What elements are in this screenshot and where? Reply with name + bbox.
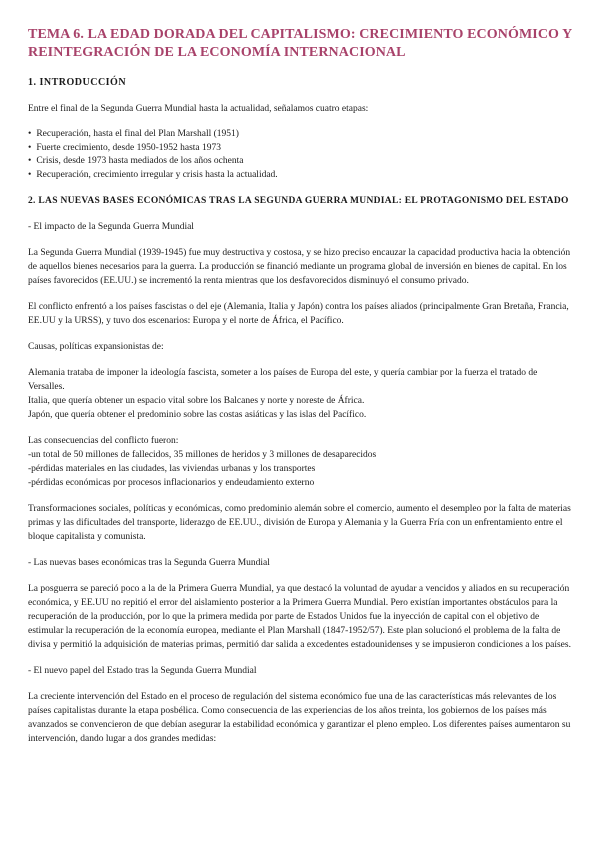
paragraph: La Segunda Guerra Mundial (1939-1945) fue muy destructiva y costosa, y se hizo preciso encauzar la capacidad productiva hacia la obtención de aquellos bienes necesarios para la guerra. La producción se financió mediante un programa global de inversión en bienes de capital. En los países favorecidos (EE.UU.) se incrementó la renta mientras que los desfavorecidos disminuyó el consumo privado. <box>28 248 571 286</box>
causes-list <box>28 366 572 422</box>
section-1-intro: Entre el final de la Segunda Guerra Mundial hasta la actualidad, señalamos cuatro etapas: <box>28 104 369 114</box>
paragraph: El conflicto enfrentó a los países fascistas o del eje (Alemania, Italia y Japón) contra los países aliados (principalmente Gran Bretaña, Francia, EE.UU y la URSS), y tuvo dos escenarios: Europa y el norte de África, el Pacífico. <box>28 302 569 326</box>
list-item: -pérdidas económicas por procesos inflacionarios y endeudamiento externo <box>28 478 315 488</box>
subheading-impact: - El impacto de la Segunda Guerra Mundial <box>28 222 194 232</box>
causes-heading: Causas, políticas expansionistas de: <box>28 342 164 352</box>
list-item: Alemania trataba de imponer la ideología fascista, someter a los países de Europa del este, y quería cambiar por la fuerza el tratado de Versalles. <box>28 368 538 392</box>
consequences-heading: Las consecuencias del conflicto fueron: <box>28 436 179 446</box>
list-item: Japón, que quería obtener el predominio sobre las costas asiáticas y las islas del Pacífico. <box>28 410 367 420</box>
subheading-state-role: - El nuevo papel del Estado tras la Segunda Guerra Mundial <box>28 666 257 676</box>
section-2-heading: 2. LAS NUEVAS BASES ECONÓMICAS TRAS LA SEGUNDA GUERRA MUNDIAL: EL PROTAGONISMO DEL ESTADO <box>28 196 569 206</box>
list-item: -pérdidas materiales en las ciudades, las viviendas urbanas y los transportes <box>28 464 316 474</box>
list-item: • Fuerte crecimiento, desde 1950-1952 hasta 1973 <box>28 142 572 156</box>
paragraph: La creciente intervención del Estado en el proceso de regulación del sistema económico fue una de las características más relevantes de los países capitalistas durante la etapa posbélica. Como consecuencia de las experiencias de los años treinta, los gobiernos de los países más avanzados se convencieron de que debían asegurar la estabilidad económica y garantizar el pleno empleo. Los diferentes países aumentaron su intervención, dando lugar a dos grandes medidas: <box>28 692 571 744</box>
list-item: Italia, que quería obtener un espacio vital sobre los Balcanes y norte y noreste de África. <box>28 396 365 406</box>
paragraph: Transformaciones sociales, políticas y económicas, como predominio alemán sobre el comercio, aumento el desempleo por la falta de materias primas y las dificultades del transporte, liderazgo de EE.UU., división de Europa y Alemania y la Guerra Fría con un enfrentamiento entre el bloque capitalista y comunista. <box>28 504 571 542</box>
list-item: • Recuperación, hasta el final del Plan Marshall (1951) <box>28 128 572 142</box>
list-item: • Crisis, desde 1973 hasta mediados de los años ochenta <box>28 155 572 169</box>
section-1-heading: 1. INTRODUCCIÓN <box>28 77 127 88</box>
subheading-new-bases: - Las nuevas bases económicas tras la Segunda Guerra Mundial <box>28 558 270 568</box>
stages-list <box>28 128 572 182</box>
consequences-block <box>28 434 572 490</box>
list-item: • Recuperación, crecimiento irregular y crisis hasta la actualidad. <box>28 169 572 183</box>
list-item: -un total de 50 millones de fallecidos, 35 millones de heridos y 3 millones de desaparecidos <box>28 450 377 460</box>
page-title: TEMA 6. LA EDAD DORADA DEL CAPITALISMO: CRECIMIENTO ECONÓMICO Y REINTEGRACIÓN DE LA ECONOMÍA INTERNACIONAL <box>28 27 572 60</box>
paragraph: La posguerra se pareció poco a la de la Primera Guerra Mundial, ya que destacó la voluntad de ayudar a vencidos y aliados en su recuperación económica, y EE.UU no repitió el error del aislamiento posterior a la Primera Guerra Mundial. Pero existían importantes obstáculos para la recuperación de la producción, por lo que la primera medida por parte de Estados Unidos fue la inyección de capital con el objetivo de estimular la recuperación de la economía europea, mediante el Plan Marshall (1847-1952/57). Este plan solucionó el problema de la falta de divisa y permitió la adquisición de materias primas, permitió dar salida a excedentes estadounidenses y se impusieron condiciones a los países. <box>28 584 571 650</box>
